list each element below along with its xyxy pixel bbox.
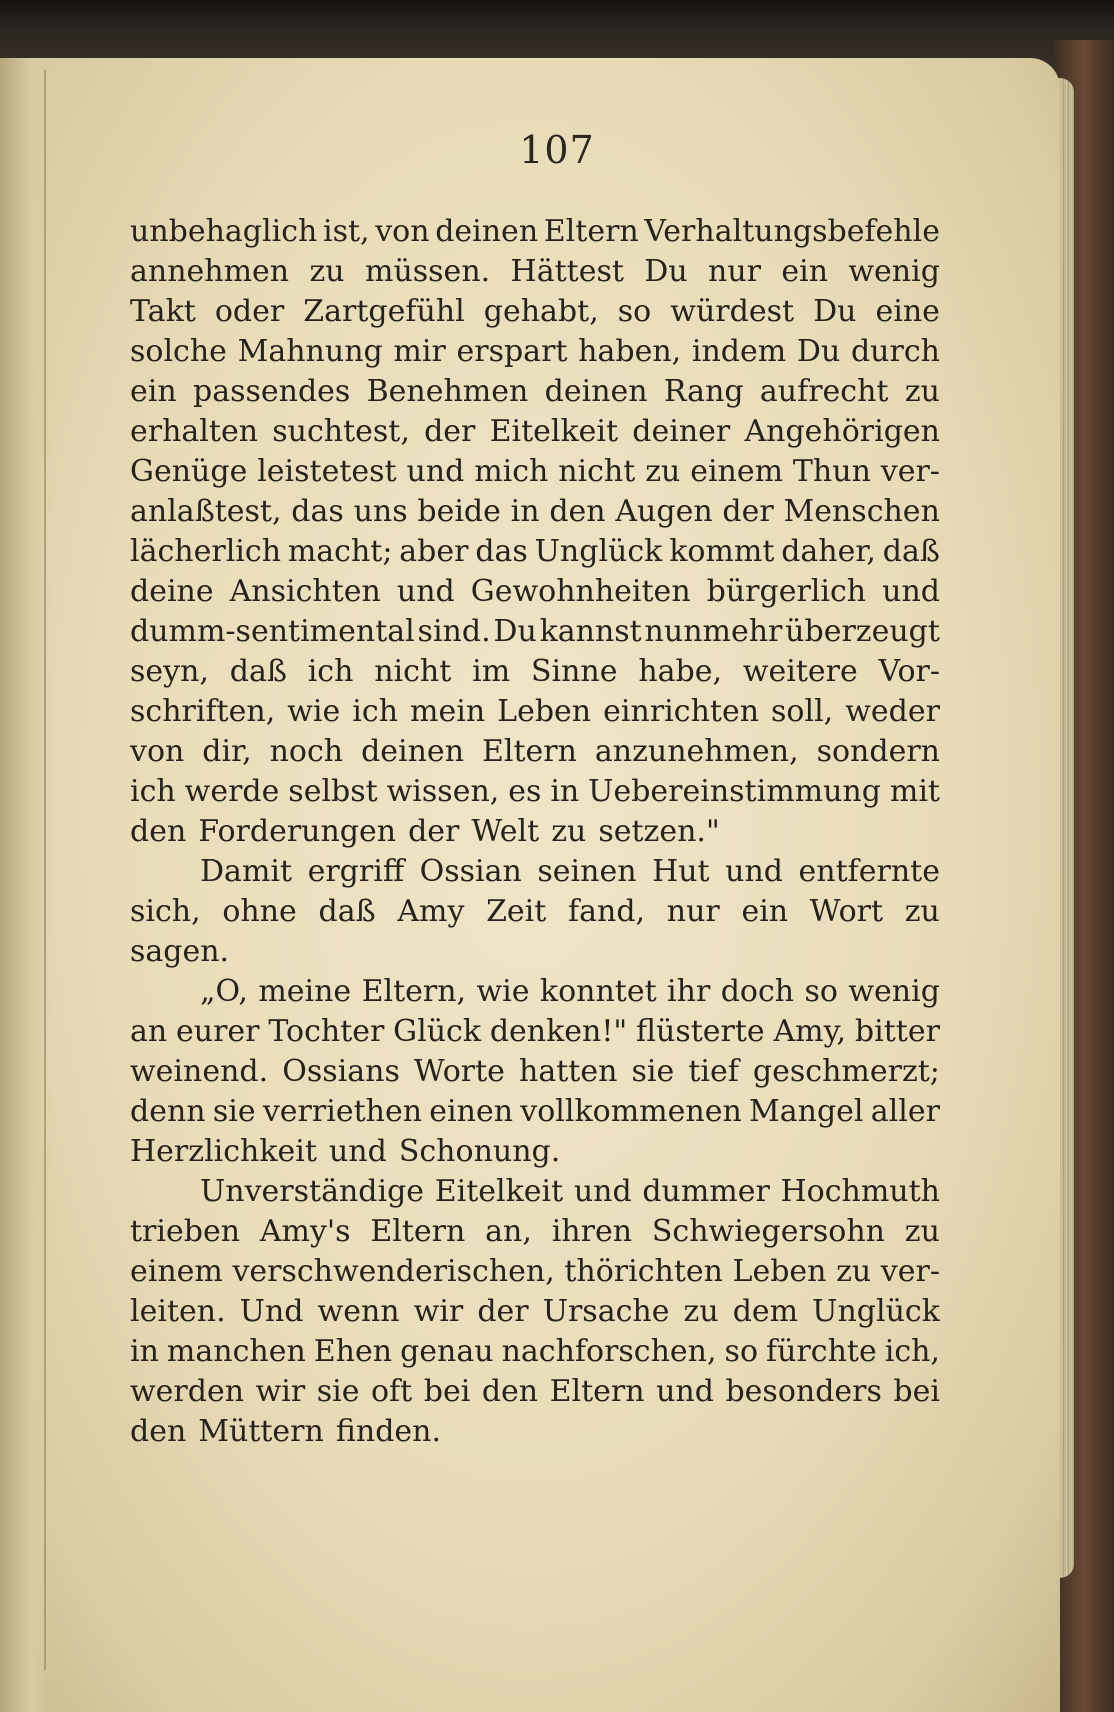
text-word: verriethen (262, 1094, 423, 1129)
text-word: den (130, 1414, 187, 1449)
text-word: Eltern, (361, 974, 467, 1009)
text-word: Unglück (812, 1294, 940, 1329)
text-word: Ehen (313, 1334, 393, 1369)
text-word: nur (708, 254, 761, 289)
text-word: Augen (615, 494, 713, 529)
text-word: kommt (669, 534, 775, 569)
text-word: aufrecht (759, 374, 889, 409)
text-word: Eltern (481, 734, 577, 769)
text-word: würdest (670, 294, 795, 329)
text-word: an (130, 1014, 168, 1049)
text-word: deine (130, 574, 214, 609)
text-word: deiner (632, 414, 731, 449)
text-word: finden. (335, 1414, 442, 1449)
text-word: doch (720, 974, 795, 1009)
text-word: wenig (848, 974, 940, 1009)
text-word: geschmerzt; (752, 1054, 940, 1089)
text-line (130, 292, 940, 332)
text-word: beide (417, 494, 501, 529)
text-word: wie (287, 694, 341, 729)
text-word: deinen (435, 214, 539, 249)
text-word: Ossian (419, 854, 522, 889)
text-word: einem (690, 454, 784, 489)
text-word: Unglück (534, 534, 663, 569)
text-word: mit (889, 774, 940, 809)
text-word: mir (393, 334, 446, 369)
text-word: werde (184, 774, 280, 809)
text-word: dir, (202, 734, 252, 769)
text-word: vollkommenen (520, 1094, 742, 1129)
text-line (130, 1252, 940, 1292)
text-word: im (472, 654, 511, 689)
text-line (130, 372, 940, 412)
text-line (130, 732, 940, 772)
text-word: Rang (663, 374, 744, 409)
text-word: seyn, (130, 654, 209, 689)
text-word: anzunehmen, (594, 734, 799, 769)
text-word: Mahnung (237, 334, 383, 369)
text-word: Wort (809, 894, 884, 929)
text-word: überzeugt (785, 614, 940, 649)
text-word: und (573, 1174, 632, 1209)
text-word: ich, (884, 1334, 940, 1369)
text-word: seinen (537, 854, 637, 889)
text-word: wenn (317, 1294, 400, 1329)
text-word: ich (130, 774, 176, 809)
text-line (130, 1332, 940, 1372)
text-line (130, 412, 940, 452)
text-word: von (130, 734, 185, 769)
text-line (130, 532, 940, 572)
text-word: zu (645, 454, 681, 489)
text-word: manchen (166, 1334, 306, 1369)
text-word: Eltern (370, 1214, 466, 1249)
text-word: eine (875, 294, 940, 329)
text-word: ohne (222, 894, 297, 929)
text-word: bitter (854, 1014, 940, 1049)
text-word: nur (666, 894, 720, 929)
text-word: und (882, 574, 940, 609)
text-word: Unverständige (200, 1174, 425, 1209)
text-line (130, 252, 940, 292)
text-line (130, 1212, 940, 1252)
text-word: sich, (130, 894, 201, 929)
text-word: fürchte (766, 1334, 877, 1369)
text-word: ist, (322, 214, 370, 249)
text-word: ein (741, 894, 789, 929)
text-word: einrichten (603, 694, 760, 729)
text-line (130, 1092, 940, 1132)
text-word: trieben (130, 1214, 241, 1249)
text-word: und (406, 454, 465, 489)
text-word: Verhaltungsbefehle (644, 214, 940, 249)
text-word: „O, (200, 974, 248, 1009)
text-word: uns (353, 494, 408, 529)
text-word: sagen. (130, 934, 230, 969)
text-word: kannst (539, 614, 642, 649)
text-word: nicht (374, 654, 452, 689)
text-word: sie (631, 1054, 675, 1089)
page-text-block (130, 212, 940, 1452)
text-word: bürgerlich (706, 574, 867, 609)
text-word: ein (130, 374, 177, 409)
text-word: eurer (176, 1014, 260, 1049)
text-word: Amy's (259, 1214, 351, 1249)
text-word: leistetest (257, 454, 397, 489)
text-word: so (804, 974, 838, 1009)
text-word: Du (813, 294, 857, 329)
text-word: Hochmuth (780, 1174, 940, 1209)
text-word: der (408, 814, 460, 849)
text-word: soll, (771, 694, 834, 729)
text-word: oft (370, 1374, 413, 1409)
text-word: Herzlichkeit (130, 1134, 317, 1169)
page-number: 107 (519, 128, 595, 172)
text-line (130, 212, 940, 252)
text-word: ihr (667, 974, 711, 1009)
text-word: setzen." (598, 814, 720, 849)
text-word: Hut (652, 854, 710, 889)
text-word: oder (214, 294, 285, 329)
text-word: in (510, 494, 540, 529)
text-word: Sinne (530, 654, 618, 689)
text-word: wissen, (386, 774, 500, 809)
text-word: Eitelkeit (434, 1174, 564, 1209)
text-word: mein (410, 694, 486, 729)
text-line (130, 1132, 940, 1172)
text-word: Forderungen (198, 814, 397, 849)
text-word: und (725, 854, 783, 889)
text-word: sie (316, 1374, 360, 1409)
text-word: wir (413, 1294, 464, 1329)
text-word: dumm-sentimental (130, 614, 415, 649)
text-word: in (550, 774, 580, 809)
text-line (130, 1372, 940, 1412)
text-word: aber (399, 534, 469, 569)
text-word: hatten (519, 1054, 618, 1089)
text-word: zu (309, 254, 345, 289)
text-word: das (291, 494, 344, 529)
text-word: in (130, 1334, 159, 1369)
text-word: gehabt, (483, 294, 599, 329)
text-word: unbehaglich (130, 214, 318, 249)
text-word: fand, (568, 894, 646, 929)
text-line (130, 1012, 940, 1052)
text-line (130, 1412, 940, 1452)
text-word: wir (255, 1374, 306, 1409)
text-word: weder (845, 694, 940, 729)
text-word: an, (485, 1214, 532, 1249)
text-word: aller (870, 1094, 940, 1129)
text-word: Ursache (542, 1294, 670, 1329)
text-word: ich (352, 694, 399, 729)
text-word: von (375, 214, 430, 249)
text-line (130, 612, 940, 652)
text-line (130, 652, 940, 692)
text-word: indem (691, 334, 787, 369)
text-word: Eltern (543, 214, 639, 249)
text-word: sind. (417, 614, 491, 649)
text-word: weitere (742, 654, 858, 689)
text-word: Gewohnheiten (470, 574, 691, 609)
text-word: denken!" (489, 1014, 628, 1049)
text-word: Du (796, 334, 841, 369)
text-word: daß (318, 894, 376, 929)
text-word: habe, (638, 654, 723, 689)
text-line (130, 1172, 940, 1212)
text-word: und (396, 574, 455, 609)
text-word: Eltern (549, 1374, 645, 1409)
text-word: das (475, 534, 528, 569)
text-word: den (481, 1374, 539, 1409)
text-word: ergriff (307, 854, 405, 889)
text-word: Und (239, 1294, 304, 1329)
text-word: nicht (558, 454, 636, 489)
text-word: so (617, 294, 652, 329)
text-word: Ansichten (229, 574, 381, 609)
text-word: tief (688, 1054, 739, 1089)
text-line (130, 852, 940, 892)
text-word: zu (904, 894, 940, 929)
text-word: lächerlich (130, 534, 282, 569)
text-word: Menschen (783, 494, 940, 529)
text-word: wenig (848, 254, 940, 289)
text-word: Müttern (198, 1414, 324, 1449)
text-word: konntet (539, 974, 657, 1009)
text-word: Schonung. (398, 1134, 561, 1169)
text-word: Uebereinstimmung (588, 774, 881, 809)
text-word: ver- (880, 454, 940, 489)
text-word: und (328, 1134, 387, 1169)
text-word: zu (551, 814, 587, 849)
text-word: verschwenderischen, (232, 1254, 555, 1289)
text-word: Zartgefühl (303, 294, 465, 329)
text-line (130, 332, 940, 372)
text-line (130, 1052, 940, 1092)
text-word: Worte (413, 1054, 505, 1089)
text-word: denn (130, 1094, 206, 1129)
text-word: so (724, 1334, 759, 1369)
text-word: daß (882, 534, 940, 569)
text-word: ihren (551, 1214, 633, 1249)
text-word: Glück (393, 1014, 482, 1049)
text-word: Amy (397, 894, 465, 929)
text-word: Leben (497, 694, 592, 729)
text-word: Welt (471, 814, 540, 849)
text-word: müssen. (365, 254, 491, 289)
text-word: haben, (578, 334, 682, 369)
text-line (130, 932, 940, 972)
text-word: ich (307, 654, 354, 689)
text-word: Amy, (773, 1014, 847, 1049)
text-word: zu (836, 1254, 872, 1289)
text-word: es (508, 774, 542, 809)
text-word: einem (130, 1254, 223, 1289)
text-word: noch (269, 734, 344, 769)
text-word: dummer (642, 1174, 770, 1209)
text-word: passendes (192, 374, 351, 409)
text-word: den (130, 814, 187, 849)
text-word: Takt (130, 294, 196, 329)
text-line (130, 452, 940, 492)
text-line (130, 772, 940, 812)
text-line (130, 892, 940, 932)
text-word: Du (493, 614, 537, 649)
text-word: der (424, 414, 476, 449)
text-word: Thun (792, 454, 871, 489)
text-word: Genüge (130, 454, 248, 489)
text-word: sie (212, 1094, 256, 1129)
text-word: durch (850, 334, 940, 369)
text-word: bei (423, 1374, 471, 1409)
text-word: ver- (880, 1254, 940, 1289)
text-word: besonders (725, 1374, 882, 1409)
text-word: anlaßtest, (130, 494, 282, 529)
text-word: Leben (732, 1254, 827, 1289)
text-word: Damit (200, 854, 293, 889)
text-word: daß (229, 654, 287, 689)
text-word: bei (893, 1374, 940, 1409)
text-line (130, 572, 940, 612)
text-word: erspart (456, 334, 568, 369)
text-word: Zeit (486, 894, 547, 929)
text-word: und (656, 1374, 714, 1409)
text-word: solche (130, 334, 227, 369)
text-word: flüsterte (636, 1014, 765, 1049)
text-word: Benehmen (366, 374, 529, 409)
text-word: Mangel (749, 1094, 864, 1129)
text-word: deinen (361, 734, 465, 769)
text-word: zu (904, 374, 940, 409)
text-line (130, 812, 940, 852)
text-word: zu (683, 1294, 719, 1329)
text-word: Vor- (878, 654, 940, 689)
text-word: Schwiegersohn (651, 1214, 885, 1249)
text-word: mich (474, 454, 549, 489)
text-word: zu (904, 1214, 940, 1249)
text-word: schriften, (130, 694, 276, 729)
text-line (130, 1292, 940, 1332)
gutter-fold-line (44, 70, 46, 1670)
text-word: entfernte (798, 854, 940, 889)
text-word: suchtest, (272, 414, 410, 449)
text-word: genau (400, 1334, 494, 1369)
text-word: Angehörigen (744, 414, 940, 449)
text-line (130, 692, 940, 732)
text-word: weinend. (130, 1054, 269, 1089)
text-line (130, 972, 940, 1012)
text-line (130, 492, 940, 532)
text-word: sondern (816, 734, 940, 769)
text-word: werden (130, 1374, 245, 1409)
text-word: Du (644, 254, 688, 289)
text-word: einen (429, 1094, 514, 1129)
text-word: leiten. (130, 1294, 226, 1329)
text-word: daher, (781, 534, 876, 569)
text-word: Hättest (510, 254, 624, 289)
text-word: thörichten (564, 1254, 723, 1289)
text-word: der (477, 1294, 529, 1329)
text-word: ein (781, 254, 829, 289)
text-word: nunmehr (644, 614, 783, 649)
text-word: meine (258, 974, 352, 1009)
text-word: Tochter (268, 1014, 385, 1049)
text-word: dem (732, 1294, 799, 1329)
text-word: wie (476, 974, 530, 1009)
text-word: Eitelkeit (489, 414, 619, 449)
text-word: macht; (287, 534, 393, 569)
text-word: erhalten (130, 414, 259, 449)
text-word: Ossians (282, 1054, 400, 1089)
text-word: deinen (544, 374, 648, 409)
text-word: annehmen (130, 254, 290, 289)
text-word: nachforschen, (501, 1334, 717, 1369)
text-word: selbst (288, 774, 378, 809)
text-word: den (549, 494, 606, 529)
text-word: der (722, 494, 774, 529)
